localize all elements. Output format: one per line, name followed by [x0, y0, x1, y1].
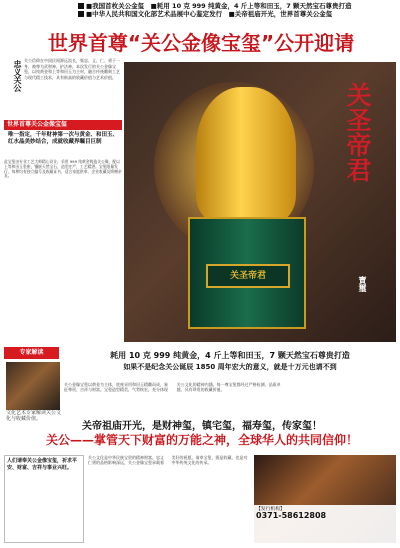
red-section-label: 世界首尊关公金像宝玺	[4, 120, 122, 130]
expert-photo	[6, 362, 60, 410]
base-inscription: 关圣帝君	[229, 271, 266, 281]
claim-top: 关帝祖庙开光，是财神玺，镇宅玺，福寿玺，传家玺！	[82, 421, 322, 432]
statue-photo	[124, 62, 396, 342]
main-headline: 世界首尊“关公金像宝玺”公开迎请	[47, 31, 355, 55]
contact-box	[254, 505, 396, 543]
info-body: 关公金像宝玺以黄金为主体，底座采用和田玉精雕而成，象征尊贵、吉祥与财富。宝玺造型精美，气势恢宏，充分体现关公文化的精神内涵。每一尊宝玺都经过严格检测，品质卓越，具有珍贵的收藏价值。	[64, 382, 281, 392]
golden-statue	[196, 87, 296, 222]
claim-bottom: 关公——掌管天下财富的万能之神，全球华人的共同信仰！	[45, 433, 358, 447]
header-line: ■我国首枚关公金玺 ■耗用 10 克 999 纯黄金，4 斤上等和田玉，7 颗天然宝石尊贵打造	[78, 2, 352, 10]
expert-caption: 文化艺术专家解读关公文化与收藏价值。	[6, 410, 62, 422]
expert-label: 专家解读	[4, 347, 59, 359]
body-copy: 此宝玺由专业工艺大师精心设计，采用 999 纯黄金铸造关公像，配以上等和田玉玺座，镶嵌天然宝石，造型庄严，工艺精湛。宝玺限量发行，每尊均有独立编号及收藏证书，适合家庭供奉、企业收藏及馈赠亲友。	[4, 159, 122, 179]
center-text: 关公文化是中华民族宝贵的精神财富。忠义仁勇的品格影响深远，关公金像宝玺承载着美好的祝愿。请奉宝玺，既是收藏，也是对中华传统文化的传承。	[88, 455, 248, 465]
square-icon	[78, 3, 84, 9]
red-calligraphy: 关圣帝君	[343, 82, 372, 182]
intro-text: 关公信仰在中国民间源远流长，集忠、义、仁、勇于一身，被尊为武财神、护法神。本次发行的关公金像宝玺，以纯黄金和上等和田玉为主材，融合传统雕刻工艺与现代精工技术，具有极高的收藏价值与艺术价值。	[24, 58, 120, 80]
contact-phone: 0371-58612808	[256, 511, 327, 520]
jade-base	[188, 217, 306, 329]
header-line: ■中华人民共和国文化部艺术品展中心鉴定发行 ■关帝祖庙开光，世界首尊关公金玺	[78, 10, 332, 18]
left-box: 人们请奉关公金像宝玺，祈求平安、财富、吉祥与事业兴旺。	[4, 455, 84, 543]
vertical-label: 忠义关公	[13, 60, 22, 92]
section-heading: 唯一指定，千年财神第一次与黄金、和田玉、红水晶美妙结合，成就收藏界瞩目巨制	[8, 132, 119, 145]
contact-title: 【发行机构】	[256, 507, 285, 512]
closing-claim	[8, 420, 396, 447]
info-line-2: 如果不是纪念关公诞辰 1850 周年宏大的意义，就是十万元也请不到	[123, 363, 337, 371]
seal-label: 寶璽	[358, 276, 367, 292]
info-line-1: 耗用 10 克 999 纯黄金，4 斤上等和田玉，7 颗天然宝石尊贵打造	[110, 351, 350, 360]
info-strip	[64, 351, 396, 379]
square-icon	[78, 11, 84, 17]
